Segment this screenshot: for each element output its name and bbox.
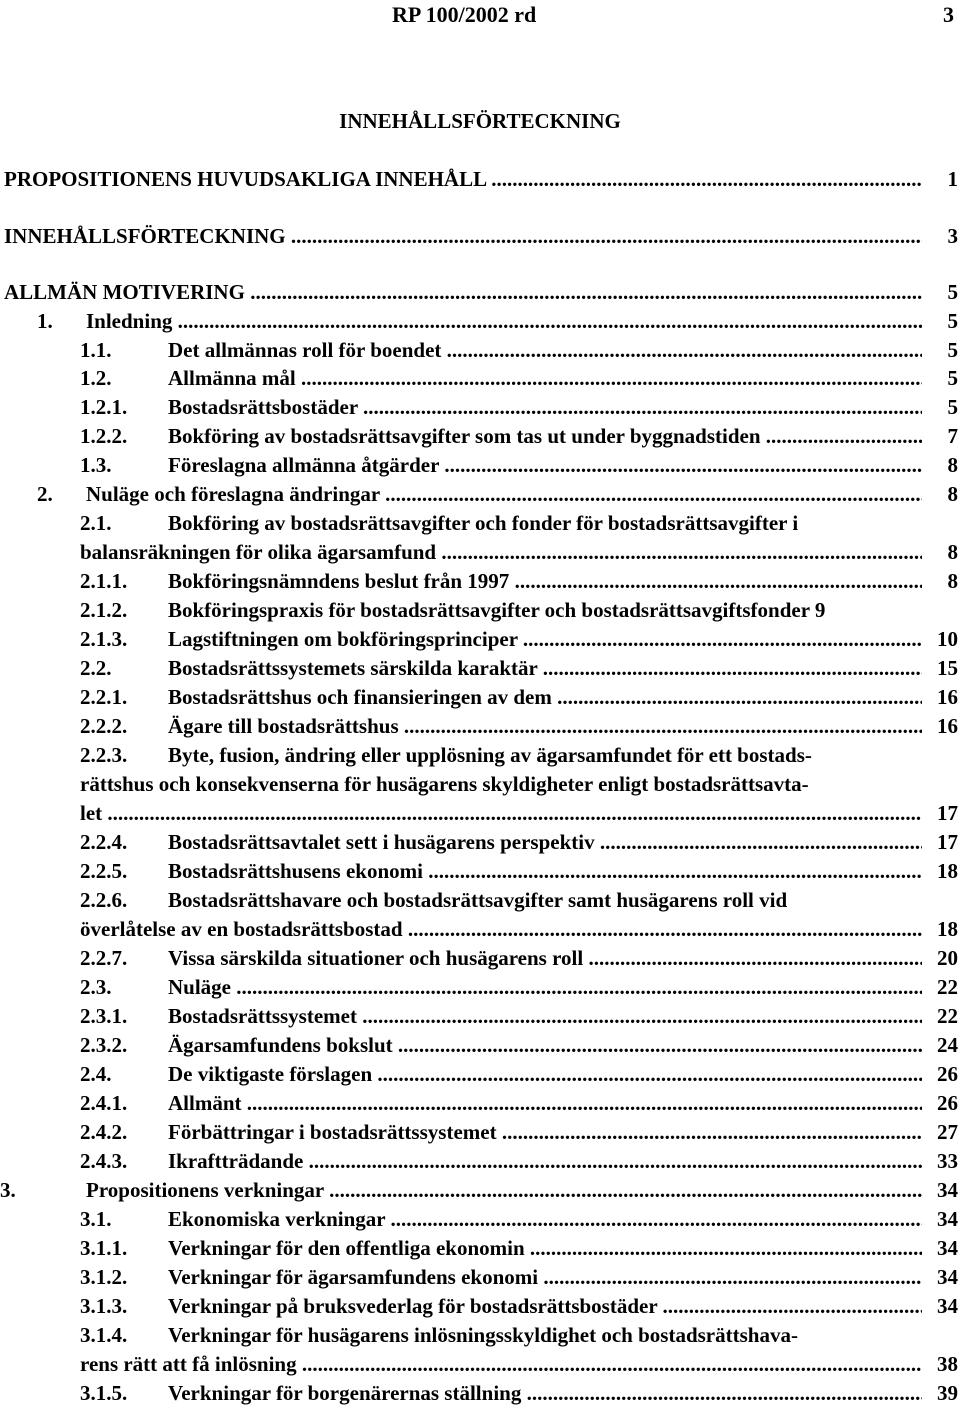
toc-entry[interactable] (0, 509, 960, 538)
toc-entry[interactable] (0, 393, 960, 422)
toc-entry[interactable] (0, 741, 960, 770)
toc-entry-number: 2.1.3. (80, 627, 128, 651)
toc-entry[interactable] (0, 1002, 960, 1031)
toc-entry-page: 8 (947, 453, 958, 477)
toc-entry[interactable] (0, 770, 960, 799)
toc-entry-title: let ..... (80, 799, 922, 828)
toc-entry[interactable] (0, 364, 960, 393)
toc-entry-number: 2.3. (80, 975, 112, 999)
toc-entry-number: 2.2.1. (80, 685, 128, 709)
toc-entry-page: 34 (937, 1294, 958, 1318)
toc-entry[interactable] (0, 625, 960, 654)
toc-entry[interactable] (0, 278, 960, 307)
toc-entry-title: De viktigaste förslagen ..... (168, 1060, 922, 1089)
toc-entry-title: Bostadsrättshus och finansieringen av dem ..... (168, 683, 922, 712)
toc-entry[interactable] (0, 799, 960, 828)
toc-entry-number: 2.2.7. (80, 946, 128, 970)
toc-entry[interactable] (0, 451, 960, 480)
toc-entry-title: Bostadsrättssystemets särskilda karaktär ..... (168, 654, 922, 683)
toc-entry-title: Verkningar för ägarsamfundens ekonomi ..... (168, 1263, 922, 1292)
toc-entry-title: Nuläge ..... (168, 973, 922, 1002)
toc-entry-number: 2. (37, 482, 53, 506)
toc-entry-number: 2.4. (80, 1062, 112, 1086)
toc-entry[interactable] (0, 683, 960, 712)
toc-entry-page: 33 (937, 1149, 958, 1173)
toc-entry[interactable] (0, 596, 960, 625)
toc-entry-title: Bokföring av bostadsrättsavgifter och fonder för bostadsrättsavgifter i (168, 511, 799, 535)
toc-entry-title: INNEHÅLLSFÖRTECKNING ..... (4, 222, 922, 251)
toc-entry-title: Bostadsrättssystemet ..... (168, 1002, 922, 1031)
toc-entry-number: 3. (0, 1178, 16, 1202)
toc-entry[interactable] (0, 1234, 960, 1263)
toc-entry-number: 2.1.1. (80, 569, 128, 593)
toc-entry[interactable] (0, 886, 960, 915)
toc-entry-number: 3.1. (80, 1207, 112, 1231)
toc-entry[interactable] (0, 165, 960, 194)
toc-entry-page: 22 (937, 975, 958, 999)
toc-entry-title: Ägare till bostadsrättshus ..... (168, 712, 922, 741)
toc-entry-number: 2.2.2. (80, 714, 128, 738)
toc-entry-title: PROPOSITIONENS HUVUDSAKLIGA INNEHÅLL ..... (4, 165, 922, 194)
toc-entry[interactable] (0, 422, 960, 451)
toc-entry[interactable] (0, 1031, 960, 1060)
toc-entry-page: 16 (937, 714, 958, 738)
toc-entry-page: 5 (947, 366, 958, 390)
toc-entry-number: 2.2. (80, 656, 112, 680)
toc-entry-page: 34 (937, 1178, 958, 1202)
toc-entry-title: Allmänna mål ..... (168, 364, 922, 393)
toc-entry-title: Bostadsrättshavare och bostadsrättsavgifter samt husägarens roll vid (168, 888, 788, 912)
toc-entry[interactable] (0, 1292, 960, 1321)
toc-entry-page: 3 (947, 224, 958, 248)
toc-entry-page: 38 (937, 1352, 958, 1376)
toc-entry-title: rättshus och konsekvenserna för husägarens skyldigheter enligt bostadsrättsavta- (80, 772, 809, 796)
toc-entry-page: 5 (947, 338, 958, 362)
toc-entry-title: Det allmännas roll för boendet ..... (168, 336, 922, 365)
toc-entry-page: 24 (937, 1033, 958, 1057)
toc-entry-number: 2.2.5. (80, 859, 128, 883)
toc-entry-number: 1.3. (80, 453, 112, 477)
toc-entry-title: Byte, fusion, ändring eller upplösning av ägarsamfundet för ett bostads- (168, 743, 812, 767)
toc-entry[interactable] (0, 336, 960, 365)
toc-entry-page: 20 (937, 946, 958, 970)
toc-entry-title: Inledning ..... (86, 307, 922, 336)
toc-entry-page: 7 (947, 424, 958, 448)
toc-entry-page: 10 (937, 627, 958, 651)
toc-entry-number: 1. (37, 309, 53, 333)
toc-entry[interactable] (0, 828, 960, 857)
toc-entry-page: 26 (937, 1091, 958, 1115)
toc-entry-page: 27 (937, 1120, 958, 1144)
toc-entry-title: Ekonomiska verkningar ..... (168, 1205, 922, 1234)
toc-entry-title: Bostadsrättsbostäder ..... (168, 393, 922, 422)
toc-entry-number: 2.2.4. (80, 830, 128, 854)
toc-entry-number: 2.1. (80, 511, 112, 535)
toc-entry-page: 22 (937, 1004, 958, 1028)
toc-entry-number: 3.1.2. (80, 1265, 128, 1289)
page-number: 3 (943, 2, 954, 27)
toc-entry[interactable] (0, 1118, 960, 1147)
toc-entry-page: 8 (947, 540, 958, 564)
toc-entry-number: 1.2.1. (80, 395, 128, 419)
toc-entry-number: 3.1.3. (80, 1294, 128, 1318)
toc-entry-title: Lagstiftningen om bokföringsprinciper ..... (168, 625, 922, 654)
toc-entry-title: Föreslagna allmänna åtgärder ..... (168, 451, 922, 480)
toc-entry-number: 3.1.1. (80, 1236, 128, 1260)
toc-entry-page: 5 (947, 280, 958, 304)
toc-entry-page: 34 (937, 1265, 958, 1289)
toc-entry-number: 2.4.1. (80, 1091, 128, 1115)
toc-entry[interactable] (0, 1176, 960, 1205)
toc-entry[interactable] (0, 944, 960, 973)
toc-entry-title: Bokföringspraxis för bostadsrättsavgifter och bostadsrättsavgiftsfonder 9 (168, 598, 826, 622)
toc-entry[interactable] (0, 712, 960, 741)
toc-entry-page: 8 (947, 482, 958, 506)
toc-entry-number: 2.2.3. (80, 743, 128, 767)
toc-entry[interactable] (0, 654, 960, 683)
page-title: INNEHÅLLSFÖRTECKNING (339, 109, 621, 133)
toc-entry-title: Vissa särskilda situationer och husägarens roll ..... (168, 944, 922, 973)
toc-entry-page: 8 (947, 569, 958, 593)
toc-entry[interactable] (0, 480, 960, 509)
toc-entry-title: Verkningar för borgenärernas ställning ..... (168, 1379, 922, 1408)
toc-entry-number: 3.1.5. (80, 1381, 128, 1405)
toc-entry[interactable] (0, 1263, 960, 1292)
toc-entry-number: 1.1. (80, 338, 112, 362)
toc-entry-title: Bostadsrättshusens ekonomi ..... (168, 857, 922, 886)
toc-entry[interactable] (0, 1379, 960, 1408)
toc-entry-title: Propositionens verkningar ..... (86, 1176, 922, 1205)
toc-entry-number: 2.4.3. (80, 1149, 128, 1173)
toc-entry-page: 18 (937, 859, 958, 883)
toc-entry[interactable] (0, 1350, 960, 1379)
toc-entry-title: Bokföringsnämndens beslut från 1997 ..... (168, 567, 922, 596)
toc-entry[interactable] (0, 567, 960, 596)
document-reference: RP 100/2002 rd (392, 2, 537, 27)
toc-entry-number: 1.2. (80, 366, 112, 390)
toc-entry-title: balansräkningen för olika ägarsamfund ..... (80, 538, 922, 567)
toc-entry-title: Nuläge och föreslagna ändringar ..... (86, 480, 922, 509)
toc-entry-page: 16 (937, 685, 958, 709)
toc-entry[interactable] (0, 307, 960, 336)
toc-entry-title: ALLMÄN MOTIVERING ..... (4, 278, 922, 307)
toc-entry[interactable] (0, 1060, 960, 1089)
toc-entry-page: 1 (947, 167, 958, 191)
toc-entry[interactable] (0, 222, 960, 251)
toc-entry-title: Ägarsamfundens bokslut ..... (168, 1031, 922, 1060)
toc-entry[interactable] (0, 1205, 960, 1234)
toc-entry[interactable] (0, 1147, 960, 1176)
toc-entry-number: 2.2.6. (80, 888, 128, 912)
toc-entry[interactable] (0, 857, 960, 886)
toc-entry-number: 2.3.2. (80, 1033, 128, 1057)
toc-entry-number: 2.4.2. (80, 1120, 128, 1144)
toc-entry-title: Verkningar för den offentliga ekonomin ..... (168, 1234, 922, 1263)
toc-entry-number: 1.2.2. (80, 424, 128, 448)
toc-entry[interactable] (0, 915, 960, 944)
toc-entry-title: rens rätt att få inlösning ..... (80, 1350, 922, 1379)
toc-entry-title: Förbättringar i bostadsrättssystemet ..... (168, 1118, 922, 1147)
toc-entry-page: 15 (937, 656, 958, 680)
toc-entry-page: 34 (937, 1236, 958, 1260)
toc-entry-title: Bostadsrättsavtalet sett i husägarens perspektiv ..... (168, 828, 922, 857)
toc-entry-page: 26 (937, 1062, 958, 1086)
toc-entry-page: 17 (937, 801, 958, 825)
toc-entry-page: 18 (937, 917, 958, 941)
toc-entry-title: överlåtelse av en bostadsrättsbostad ..... (80, 915, 922, 944)
toc-entry-number: 2.1.2. (80, 598, 128, 622)
toc-entry-page: 5 (947, 309, 958, 333)
toc-entry-number: 3.1.4. (80, 1323, 128, 1347)
toc-entry-page: 5 (947, 395, 958, 419)
toc-entry-page: 39 (937, 1381, 958, 1405)
toc-entry[interactable] (0, 973, 960, 1002)
toc-entry-title: Allmänt ..... (168, 1089, 922, 1118)
toc-entry[interactable] (0, 1321, 960, 1350)
toc-entry-title: Ikraftträdande ..... (168, 1147, 922, 1176)
toc-entry-title: Bokföring av bostadsrättsavgifter som tas ut under byggnadstiden ..... (168, 422, 922, 451)
toc-entry-number: 2.3.1. (80, 1004, 128, 1028)
toc-entry[interactable] (0, 538, 960, 567)
toc-entry-page: 34 (937, 1207, 958, 1231)
toc-entry-page: 17 (937, 830, 958, 854)
toc-entry-title: Verkningar på bruksvederlag för bostadsrättsbostäder ..... (168, 1292, 922, 1321)
toc-entry[interactable] (0, 1089, 960, 1118)
toc-entry-title: Verkningar för husägarens inlösningsskyldighet och bostadsrättshava- (168, 1323, 798, 1347)
